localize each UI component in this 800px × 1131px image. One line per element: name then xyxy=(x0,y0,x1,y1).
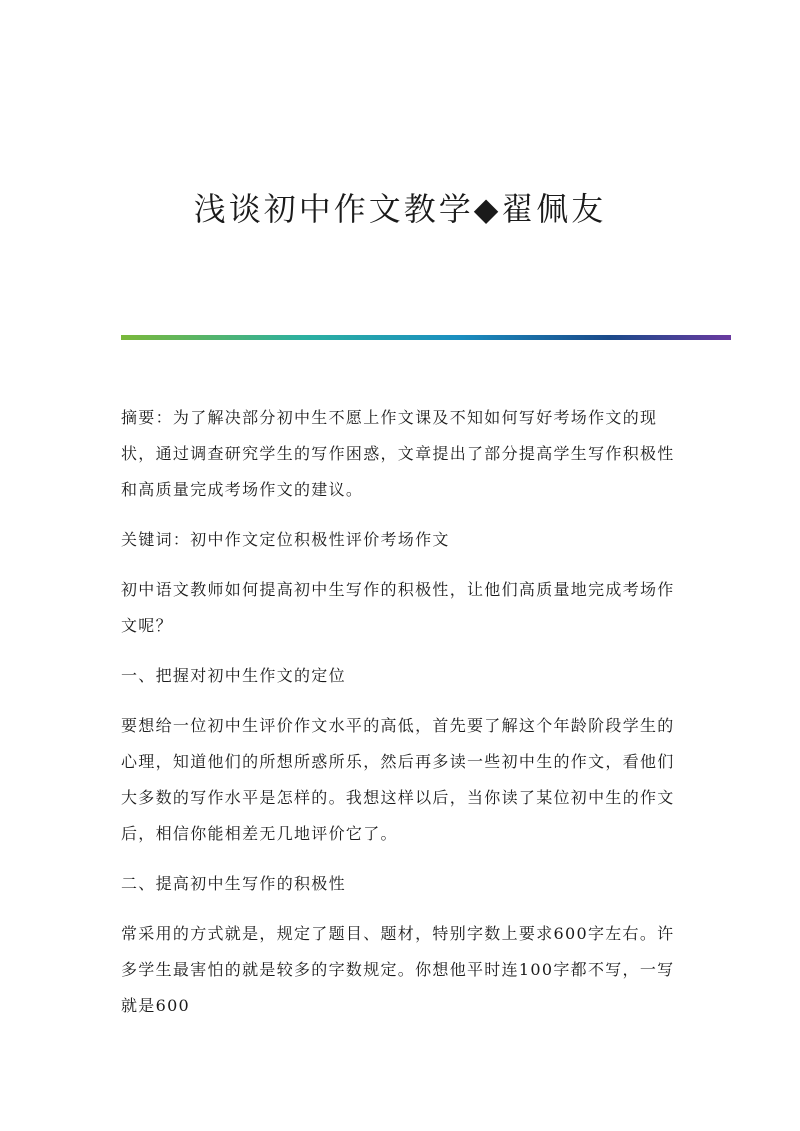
intro-paragraph: 初中语文教师如何提高初中生写作的积极性，让他们高质量地完成考场作文呢？ xyxy=(121,580,675,635)
document-title: 浅谈初中作文教学◆翟佩友 xyxy=(193,190,607,228)
document-body xyxy=(121,400,681,1038)
section-1-paragraph: 要想给一位初中生评价作文水平的高低，首先要了解这个年龄阶段学生的心理，知道他们的所想所惑所乐，然后再多读一些初中生的作文，看他们大多数的写作水平是怎样的。我想这样以后，当你读了某位初中生的作文后，相信你能相差无几地评价它了。 xyxy=(121,716,675,843)
keywords-paragraph: 关键词：初中作文定位积极性评价考场作文 xyxy=(121,530,450,549)
section-heading-2: 二、提高初中生写作的积极性 xyxy=(121,874,346,893)
abstract-paragraph: 摘要：为了解决部分初中生不愿上作文课及不知如何写好考场作文的现状，通过调查研究学生的写作困惑，文章提出了部分提高学生写作积极性和高质量完成考场作文的建议。 xyxy=(121,408,675,499)
section-2-paragraph: 常采用的方式就是，规定了题目、题材，特别字数上要求600字左右。许多学生最害怕的就是较多的字数规定。你想他平时连100字都不写，一写就是600 xyxy=(121,924,675,1015)
title-divider xyxy=(121,335,731,340)
section-heading-1: 一、把握对初中生作文的定位 xyxy=(121,666,346,685)
